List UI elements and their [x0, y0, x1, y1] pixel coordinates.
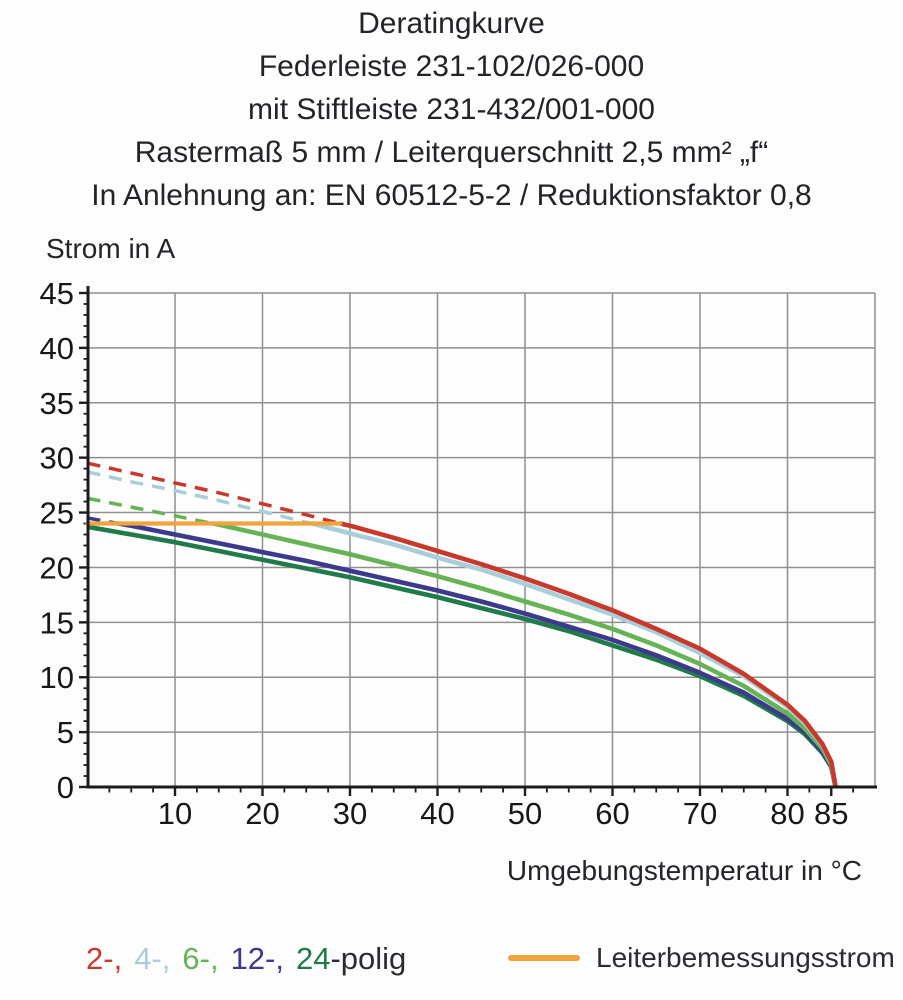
- cap-line-label: Leiterbemessungsstrom: [596, 942, 895, 973]
- x-tick-label: 20: [245, 796, 280, 831]
- curve-6-polig-dashed: [88, 498, 213, 523]
- chart-title: Deratingkurve: [358, 7, 545, 40]
- cap-line-legend: [508, 938, 895, 978]
- y-tick-label: 5: [56, 715, 74, 751]
- legend-pole-24: 24: [295, 941, 331, 976]
- legend-pole-6: 6-,: [182, 941, 219, 976]
- y-tick-label: 40: [39, 330, 74, 366]
- y-tick-label: 10: [39, 660, 74, 696]
- x-tick-label: 80: [770, 796, 805, 831]
- y-tick-label: 25: [39, 495, 74, 531]
- subtitle-federleiste: Federleiste 231-102/026-000: [258, 50, 645, 83]
- y-tick-label: 0: [56, 770, 74, 805]
- y-tick-label: 30: [39, 440, 74, 476]
- subtitle-stiftleiste: mit Stiftleiste 231-432/001-000: [248, 93, 655, 126]
- legend-pole-12: 12-,: [230, 941, 284, 976]
- x-axis-label: Umgebungstemperatur in °C: [506, 855, 862, 886]
- y-axis-label: Strom in A: [46, 233, 176, 264]
- x-tick-label: 60: [595, 796, 630, 831]
- cap-line-swatch: [508, 955, 580, 961]
- x-tick-label: 70: [682, 796, 718, 831]
- legend-pole-4: 4-,: [134, 941, 171, 976]
- y-tick-label: 35: [39, 385, 74, 421]
- curve-4-polig-dashed: [88, 472, 313, 524]
- x-tick-label: 10: [157, 796, 193, 831]
- x-tick-label: 85: [814, 796, 849, 831]
- poles-legend: [86, 941, 406, 977]
- subtitle-rastermass: Rastermaß 5 mm / Leiterquerschnitt 2,5 mm² „f“: [134, 136, 769, 169]
- legend-pole-polig: -polig: [330, 941, 407, 976]
- x-tick-label: 50: [507, 796, 543, 831]
- x-tick-label: 40: [420, 796, 455, 831]
- y-tick-label: 15: [39, 605, 74, 641]
- subtitle-norm: In Anlehnung an: EN 60512-5-2 / Reduktionsfaktor 0,8: [91, 179, 812, 212]
- curve-2-polig: [340, 524, 835, 788]
- y-tick-label: 45: [39, 275, 74, 311]
- curve-2-polig-dashed: [88, 463, 341, 523]
- legend-pole-2: 2-,: [86, 941, 123, 976]
- y-tick-label: 20: [39, 550, 74, 586]
- x-tick-label: 30: [332, 796, 368, 831]
